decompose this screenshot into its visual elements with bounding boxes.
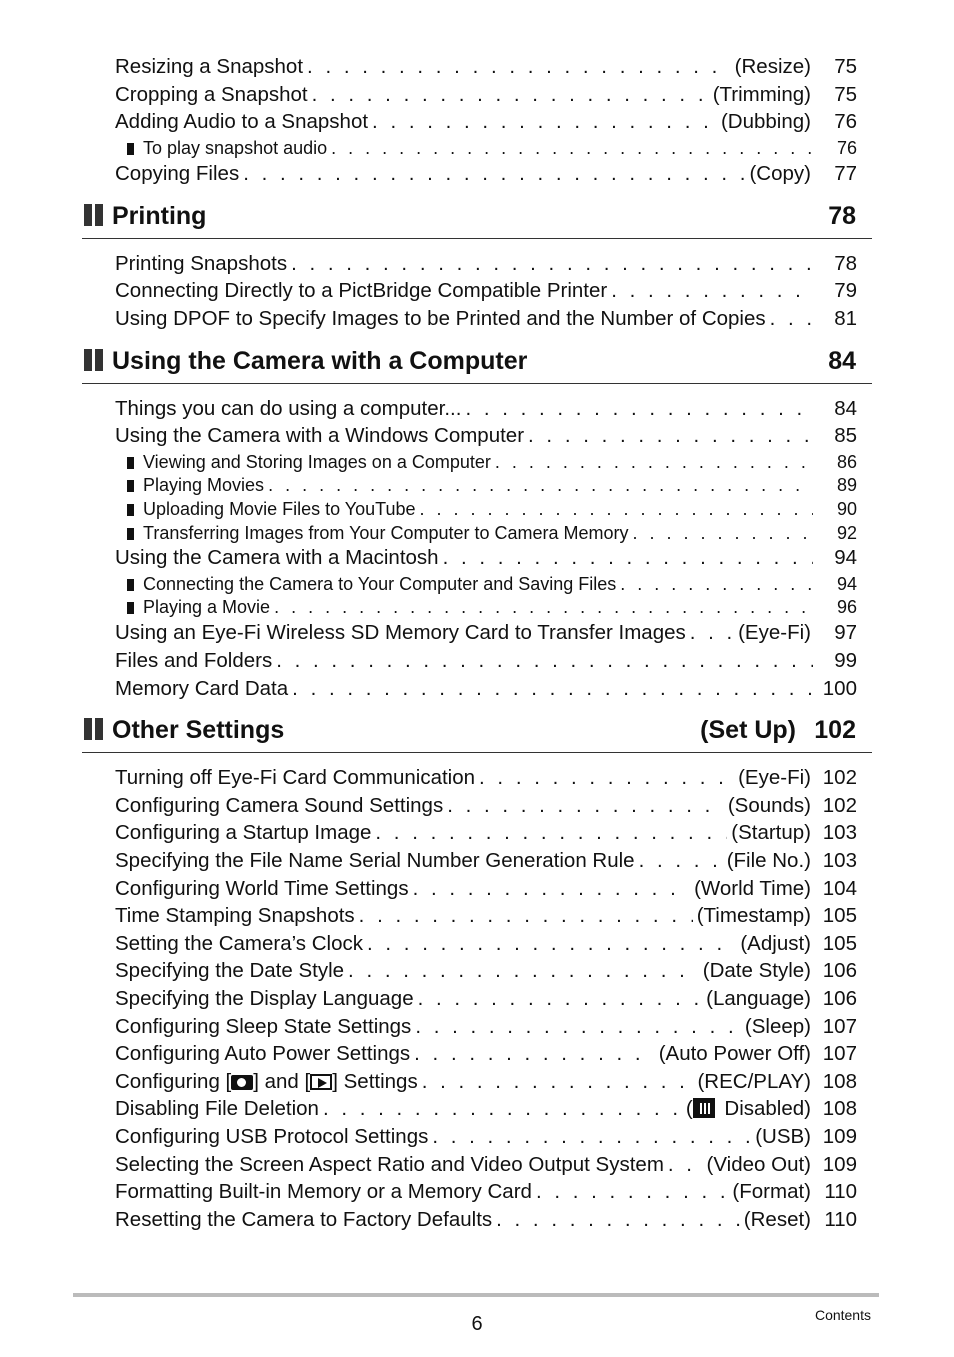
toc-entry[interactable]: Disabling File Deletion . . . ( Disabled) 108 <box>115 1097 857 1121</box>
toc-entry[interactable]: Copying Files . . . (Copy) 77 <box>115 162 857 186</box>
bullet-icon <box>127 143 134 155</box>
toc-entry[interactable]: Resetting the Camera to Factory Defaults . . . (Reset) 110 <box>115 1208 857 1232</box>
bullet-icon <box>127 579 134 591</box>
toc-entry[interactable]: Configuring [ ] and [ ] Settings . . . (REC/PLAY) 108 <box>115 1070 857 1094</box>
toc-entry[interactable]: Resizing a Snapshot . . . (Resize) 75 <box>115 55 857 79</box>
section-marker-icon <box>84 204 104 226</box>
toc-entry[interactable]: Using DPOF to Specify Images to be Printed and the Number of Copies . . . 81 <box>115 307 857 331</box>
toc-subentry[interactable]: Connecting the Camera to Your Computer and Saving Files . . . 94 <box>127 573 857 595</box>
section-heading-printing[interactable]: Printing 78 <box>82 200 872 239</box>
camera-icon <box>231 1075 253 1090</box>
toc-entry[interactable]: Selecting the Screen Aspect Ratio and Video Output System . . . (Video Out) 109 <box>115 1153 857 1177</box>
toc-entry[interactable]: Specifying the Date Style . . . (Date Style) 106 <box>115 959 857 983</box>
toc-entry[interactable]: Using the Camera with a Windows Computer . . . 85 <box>115 424 857 448</box>
section-heading-computer[interactable]: Using the Camera with a Computer 84 <box>82 345 872 384</box>
toc-entry[interactable]: Formatting Built-in Memory or a Memory Card . . . (Format) 110 <box>115 1180 857 1204</box>
toc-subentry[interactable]: Playing Movies . . . 89 <box>127 474 857 496</box>
toc-entry[interactable]: Configuring Sleep State Settings . . . (Sleep) 107 <box>115 1015 857 1039</box>
footer-divider <box>73 1293 879 1297</box>
footer-label: Contents <box>814 1307 871 1323</box>
toc-entry[interactable]: Specifying the File Name Serial Number Generation Rule . . . (File No.) 103 <box>115 849 857 873</box>
section-marker-icon <box>84 718 104 740</box>
toc-entry[interactable]: Cropping a Snapshot . . . (Trimming) 75 <box>115 83 857 107</box>
page-number: 6 <box>471 1313 483 1335</box>
toc-entry[interactable]: Configuring Auto Power Settings . . . (Auto Power Off) 107 <box>115 1042 857 1066</box>
toc-entry[interactable]: Turning off Eye-Fi Card Communication . . . (Eye-Fi) 102 <box>115 766 857 790</box>
bullet-icon <box>127 602 134 614</box>
toc-entry[interactable]: Files and Folders . . . 99 <box>115 649 857 673</box>
toc-entry[interactable]: Configuring Camera Sound Settings . . . (Sounds) 102 <box>115 794 857 818</box>
toc-entry[interactable]: Configuring USB Protocol Settings . . . (USB) 109 <box>115 1125 857 1149</box>
toc-entry[interactable]: Memory Card Data . . . 100 <box>115 677 857 701</box>
toc-entry[interactable]: Using an Eye-Fi Wireless SD Memory Card to Transfer Images . . . (Eye-Fi) 97 <box>115 621 857 645</box>
toc-entry[interactable]: Using the Camera with a Macintosh . . . 94 <box>115 546 857 570</box>
section-heading-other-settings[interactable]: Other Settings (Set Up) 102 <box>82 714 872 753</box>
toc-entry[interactable]: Things you can do using a computer... . . . 84 <box>115 397 857 421</box>
section-marker-icon <box>84 349 104 371</box>
toc-entry[interactable]: Time Stamping Snapshots . . . (Timestamp) 105 <box>115 904 857 928</box>
toc-subentry[interactable]: Playing a Movie . . . 96 <box>127 596 857 618</box>
toc-subentry[interactable]: Uploading Movie Files to YouTube . . . 90 <box>127 498 857 520</box>
bullet-icon <box>127 480 134 492</box>
bullet-icon <box>127 528 134 540</box>
toc-entry[interactable]: Printing Snapshots . . . 78 <box>115 252 857 276</box>
bullet-icon <box>127 457 134 469</box>
play-icon <box>310 1074 332 1090</box>
toc-entry[interactable]: Adding Audio to a Snapshot . . . (Dubbing) 76 <box>115 110 857 134</box>
toc-entry[interactable]: Setting the Camera’s Clock . . . (Adjust) 105 <box>115 932 857 956</box>
toc-subentry[interactable]: Viewing and Storing Images on a Computer . . . 86 <box>127 451 857 473</box>
toc-entry[interactable]: Configuring a Startup Image . . . (Startup) 103 <box>115 821 857 845</box>
toc-subentry[interactable]: Transferring Images from Your Computer to Camera Memory . . . 92 <box>127 522 857 544</box>
toc-entry[interactable]: Connecting Directly to a PictBridge Compatible Printer . . . 79 <box>115 279 857 303</box>
trash-icon <box>693 1098 715 1118</box>
bullet-icon <box>127 504 134 516</box>
toc-entry[interactable]: Specifying the Display Language . . . (Language) 106 <box>115 987 857 1011</box>
toc-subentry[interactable]: To play snapshot audio . . . 76 <box>127 137 857 159</box>
toc-entry[interactable]: Configuring World Time Settings . . . (World Time) 104 <box>115 877 857 901</box>
